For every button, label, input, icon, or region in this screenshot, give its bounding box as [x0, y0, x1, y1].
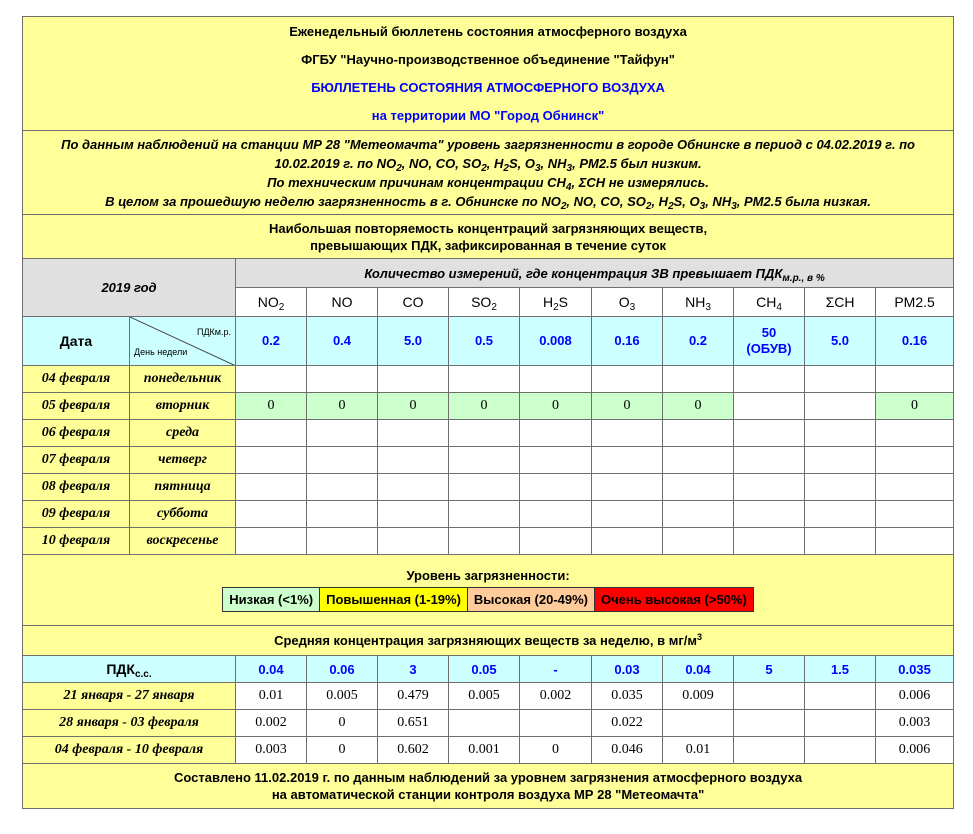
avg-cell: 0.005 [307, 683, 378, 710]
row-date: 07 февраля [23, 447, 130, 474]
table-row [23, 710, 954, 737]
avg-cell [734, 683, 805, 710]
avg-cell: 0.01 [663, 737, 734, 764]
freq-body [23, 366, 954, 555]
legend-title: Уровень загрязненности: [406, 568, 570, 583]
avg-cell: 0.005 [449, 683, 520, 710]
pdk-value: 0.5 [449, 317, 520, 366]
avg-body [23, 683, 954, 764]
table-row [23, 447, 954, 474]
freq-cell [236, 528, 307, 555]
freq-cell [805, 501, 876, 528]
row-weekday: вторник [130, 393, 236, 420]
freq-cell [449, 528, 520, 555]
date-label: Дата [23, 317, 130, 366]
freq-cell: 0 [236, 393, 307, 420]
avg-cell [734, 710, 805, 737]
avg-cell: 0.001 [449, 737, 520, 764]
pdkcc-value: 1.5 [805, 656, 876, 683]
avg-cell: 0.003 [876, 710, 954, 737]
freq-cell [592, 366, 663, 393]
pdkcc-value: 0.06 [307, 656, 378, 683]
avg-cell: 0.602 [378, 737, 449, 764]
freq-cell [307, 447, 378, 474]
freq-cell [378, 420, 449, 447]
freq-cell [876, 528, 954, 555]
pdkcc-row [23, 656, 954, 683]
freq-cell [734, 528, 805, 555]
freq-cell [876, 447, 954, 474]
freq-cell: 0 [876, 393, 954, 420]
freq-cell [378, 501, 449, 528]
table-row [23, 501, 954, 528]
freq-cell [520, 447, 592, 474]
legend-item: Повышенная (1-19%) [320, 588, 468, 611]
legend-item: Высокая (20-49%) [468, 588, 595, 611]
footer-block [23, 764, 954, 809]
pdk-value: 0.16 [876, 317, 954, 366]
avg-cell [805, 737, 876, 764]
freq-cell [449, 474, 520, 501]
table-row [23, 420, 954, 447]
freq-cell [734, 447, 805, 474]
summary-line-1: По данным наблюдений на станции МР 28 "Метеомачта" уровень загрязненности в городе Обнинске в период с 04.02.2019 г. по 10.02.2019 г. по $NO_2$, NO, CO, $SO_2$, $H_2S$, $O_3$, $NH_3$, PM2.5 был низким. [61, 136, 915, 174]
header-title-2: ФГБУ "Научно-производственное объединение "Тайфун" [301, 51, 675, 67]
pdk-value: 5.0 [805, 317, 876, 366]
pdk-value: 0.2 [663, 317, 734, 366]
row-date: 04 февраля [23, 366, 130, 393]
avg-cell [805, 683, 876, 710]
avg-cell: 0 [520, 737, 592, 764]
freq-cell [805, 393, 876, 420]
pdk-value: 0.16 [592, 317, 663, 366]
freq-cell [805, 528, 876, 555]
legend-items [222, 587, 754, 612]
freq-cell [236, 474, 307, 501]
row-date: 09 февраля [23, 501, 130, 528]
freq-cell [236, 501, 307, 528]
freq-cell [520, 366, 592, 393]
pollutant-header: $NH_3$ [663, 288, 734, 317]
pdkcc-value: - [520, 656, 592, 683]
pollutant-header: $SO_2$ [449, 288, 520, 317]
legend-item: Низкая (<1%) [223, 588, 320, 611]
bulletin-table [22, 16, 954, 809]
avg-cell: 0.046 [592, 737, 663, 764]
pollutant-header: NO [307, 288, 378, 317]
pdk-value: 50 (ОБУВ) [734, 317, 805, 366]
freq-cell [378, 366, 449, 393]
freq-cell: 0 [307, 393, 378, 420]
pdkcc-value: 0.04 [236, 656, 307, 683]
pdkcc-value: 3 [378, 656, 449, 683]
freq-cell: 0 [520, 393, 592, 420]
freq-cell [378, 447, 449, 474]
summary-block [23, 131, 954, 215]
freq-cell [520, 501, 592, 528]
count-label: Количество измерений, где концентрация ЗВ превышает $ПДК_{м.р., в \%}$ [236, 259, 954, 288]
pdkcc-value: 0.04 [663, 656, 734, 683]
header-block [23, 17, 954, 131]
row-weekday: среда [130, 420, 236, 447]
row-date: 05 февраля [23, 393, 130, 420]
freq-cell [876, 420, 954, 447]
freq-cell [307, 366, 378, 393]
freq-cell [663, 420, 734, 447]
year-cell: 2019 год [23, 259, 236, 317]
legend-item: Очень высокая (>50%) [595, 588, 753, 611]
freq-cell [449, 501, 520, 528]
row-weekday: суббота [130, 501, 236, 528]
row-weekday: воскресенье [130, 528, 236, 555]
freq-cell [449, 447, 520, 474]
freq-cell [592, 447, 663, 474]
pdk-weekday-diagonal [130, 317, 236, 366]
avg-cell [734, 737, 805, 764]
avg-cell [663, 710, 734, 737]
freq-cell [592, 528, 663, 555]
freq-cell [520, 528, 592, 555]
freq-cell [663, 366, 734, 393]
freq-cell [805, 366, 876, 393]
pollutant-header: $O_3$ [592, 288, 663, 317]
avg-cell: 0.022 [592, 710, 663, 737]
freq-cell: 0 [449, 393, 520, 420]
row-date: 08 февраля [23, 474, 130, 501]
bulletin [22, 16, 953, 809]
freq-cell [592, 501, 663, 528]
table-row [23, 528, 954, 555]
freq-cell [378, 474, 449, 501]
weekday-label: День недели [134, 347, 188, 357]
pdk-value: 5.0 [378, 317, 449, 366]
avg-cell [449, 710, 520, 737]
freq-cell [449, 366, 520, 393]
pdk-row [23, 317, 954, 366]
pollutant-header: ΣCH [805, 288, 876, 317]
freq-cell: 0 [378, 393, 449, 420]
avg-cell [805, 710, 876, 737]
table-row [23, 683, 954, 710]
footer-line-1: Составлено 11.02.2019 г. по данным наблюдений за уровнем загрязнения атмосферного воздуха [174, 770, 803, 785]
row-weekday: пятница [130, 474, 236, 501]
freq-cell [734, 474, 805, 501]
freq-cell [307, 501, 378, 528]
freq-cell [378, 528, 449, 555]
pdk-value: 0.008 [520, 317, 592, 366]
freq-cell: 0 [592, 393, 663, 420]
freq-cell [307, 420, 378, 447]
row-date: 10 февраля [23, 528, 130, 555]
footer-line-2: на автоматической станции контроля воздуха МР 28 "Метеомачта" [271, 787, 705, 802]
summary-line-2: По техническим причинам концентрации $CH_4$, ΣCH не измерялись. [267, 174, 709, 193]
header-title-4: на территории МО "Город Обнинск" [371, 107, 605, 123]
freq-cell [734, 501, 805, 528]
table-row [23, 474, 954, 501]
pdk-value: 0.4 [307, 317, 378, 366]
freq-title-line-1: Наибольшая повторяемость концентраций загрязняющих веществ, [269, 220, 708, 236]
freq-cell [592, 420, 663, 447]
freq-cell [307, 528, 378, 555]
pdk-value: 0.2 [236, 317, 307, 366]
freq-cell [876, 501, 954, 528]
pdkcc-value: 0.03 [592, 656, 663, 683]
freq-cell [236, 420, 307, 447]
freq-cell [805, 474, 876, 501]
freq-cell [592, 474, 663, 501]
freq-title-line-2: превышающих ПДК, зафиксированная в течение суток [310, 237, 667, 253]
legend-block [23, 555, 954, 626]
table-row [23, 737, 954, 764]
avg-cell: 0 [307, 737, 378, 764]
avg-cell: 0.002 [520, 683, 592, 710]
avg-cell: 0.006 [876, 737, 954, 764]
freq-cell: 0 [663, 393, 734, 420]
pdkcc-value: 0.035 [876, 656, 954, 683]
freq-cell [876, 366, 954, 393]
avg-cell: 0.01 [236, 683, 307, 710]
pollutant-header: $H_2S$ [520, 288, 592, 317]
freq-cell [734, 366, 805, 393]
avg-cell: 0.003 [236, 737, 307, 764]
header-title-3: БЮЛЛЕТЕНЬ СОСТОЯНИЯ АТМОСФЕРНОГО ВОЗДУХА [311, 79, 665, 95]
row-date: 06 февраля [23, 420, 130, 447]
freq-cell [734, 393, 805, 420]
freq-cell [663, 501, 734, 528]
diagonal-line [130, 317, 236, 366]
freq-cell [876, 474, 954, 501]
pollutant-header: $CH_4$ [734, 288, 805, 317]
summary-line-3: В целом за прошедшую неделю загрязненность в г. Обнинске по $NO_2$, NO, CO, $SO_2$, $H_2S$, $O_3$, $NH_3$, PM2.5 была низкая. [105, 193, 871, 212]
freq-cell [805, 447, 876, 474]
avg-cell: 0.479 [378, 683, 449, 710]
header-title-1: Еженедельный бюллетень состояния атмосферного воздуха [289, 23, 687, 39]
pollutant-header: $NO_2$ [236, 288, 307, 317]
avg-period: 04 февраля - 10 февраля [23, 737, 236, 764]
pollutant-header: PM2.5 [876, 288, 954, 317]
freq-cell [236, 366, 307, 393]
avg-cell: 0.035 [592, 683, 663, 710]
pdkcc-label: $ПДК_{с.с.}$ [23, 656, 236, 683]
pdk-mr-label: ПДКм.р. [196, 327, 231, 337]
avg-cell: 0.009 [663, 683, 734, 710]
freq-cell [520, 474, 592, 501]
freq-cell [734, 420, 805, 447]
row-weekday: четверг [130, 447, 236, 474]
freq-cell [236, 447, 307, 474]
avg-cell: 0.006 [876, 683, 954, 710]
avg-cell: 0.651 [378, 710, 449, 737]
avg-section-title: Средняя концентрация загрязняющих веществ за неделю, в $мг/м^3$ [23, 626, 954, 656]
pollutant-header: CO [378, 288, 449, 317]
table-row [23, 393, 954, 420]
pdkcc-value: 0.05 [449, 656, 520, 683]
freq-section-title [23, 215, 954, 259]
row-weekday: понедельник [130, 366, 236, 393]
avg-period: 28 января - 03 февраля [23, 710, 236, 737]
freq-cell [805, 420, 876, 447]
freq-cell [663, 447, 734, 474]
freq-cell [307, 474, 378, 501]
freq-cell [663, 474, 734, 501]
avg-cell: 0.002 [236, 710, 307, 737]
avg-period: 21 января - 27 января [23, 683, 236, 710]
freq-cell [663, 528, 734, 555]
avg-cell: 0 [307, 710, 378, 737]
avg-cell [520, 710, 592, 737]
pdkcc-value: 5 [734, 656, 805, 683]
freq-cell [449, 420, 520, 447]
table-row [23, 366, 954, 393]
freq-cell [520, 420, 592, 447]
